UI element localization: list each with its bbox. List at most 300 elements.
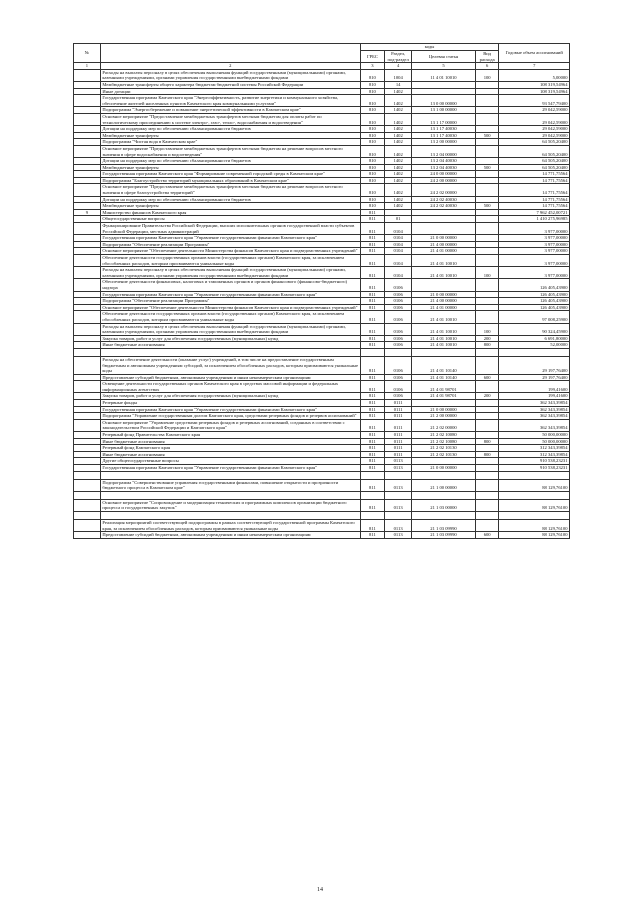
row-razdel: 0113 [385, 479, 412, 491]
table-row [74, 184, 570, 196]
spacer-cell [74, 471, 101, 479]
row-name: Государственная программа Камчатского края "Управление государственными финансами Камчатского края" [100, 465, 360, 472]
table-row [74, 171, 570, 178]
table-row [74, 107, 570, 114]
row-razdel: 0106 [385, 356, 412, 374]
row-number [74, 406, 101, 413]
row-target-item [412, 81, 476, 88]
row-name: Государственная программа Камчатского края "Формирование современной городской среды в Камчатском крае" [100, 171, 360, 178]
table-row [74, 196, 570, 203]
spacer-cell [74, 511, 101, 519]
row-name: Подпрограмма "Благоустройство территорий муниципальных образований в Камчатском крае" [100, 177, 360, 184]
row-number [74, 519, 101, 531]
row-sum: 910 538,23231 [499, 458, 570, 465]
table-row [74, 126, 570, 133]
row-expense-type [475, 445, 499, 452]
row-expense-type: 100 [475, 323, 499, 335]
row-target-item: 21 2 02 10130 [412, 451, 476, 458]
row-name: Подпрограмма "Энергосбережение и повышение энергетической эффективности в Камчатском крае" [100, 107, 360, 114]
row-razdel: 0111 [385, 432, 412, 439]
row-expense-type: 600 [475, 374, 499, 381]
row-number [74, 241, 101, 248]
row-sum: 362 343,39854 [499, 400, 570, 407]
row-target-item: 13 1 17 00000 [412, 113, 476, 125]
row-sum: 64 505,20400 [499, 164, 570, 171]
row-sum: 362 343,39854 [499, 413, 570, 420]
row-expense-type [475, 311, 499, 323]
row-sum: 3 977,00000 [499, 241, 570, 248]
row-number [74, 164, 101, 171]
table-row [74, 451, 570, 458]
row-target-item: 21 2 02 10130 [412, 445, 476, 452]
row-expense-type [475, 107, 499, 114]
row-expense-type [475, 177, 499, 184]
row-target-item [412, 88, 476, 95]
row-target-item [412, 458, 476, 465]
row-grbs: 811 [360, 393, 385, 400]
row-razdel [385, 209, 412, 216]
row-expense-type: 500 [475, 203, 499, 210]
row-expense-type: 200 [475, 335, 499, 342]
row-name: Государственная программа Камчатского края "Управление государственными финансами Камчатского края" [100, 291, 360, 298]
row-target-item: 21 2 02 10080 [412, 438, 476, 445]
row-expense-type [475, 419, 499, 431]
row-grbs: 810 [360, 107, 385, 114]
row-razdel: 0113 [385, 519, 412, 531]
row-sum: 97 008,25900 [499, 311, 570, 323]
row-sum: 126 405,43900 [499, 304, 570, 311]
row-number [74, 248, 101, 255]
row-name: Реализация мероприятий соответствующей подпрограммы в рамках соответствующей государственной программы Камчатского края, за исключением обособленных расходов, которым присваиваются уникальные коды [100, 519, 360, 531]
row-name: Функционирование Правительства Российской Федерации, высших исполнительных органов государственной власти субъектов Российской Федерации, местных администраций [100, 223, 360, 235]
row-name: Межбюджетные трансферты [100, 164, 360, 171]
row-target-item: 21 4 01 10010 [412, 335, 476, 342]
spacer-cell [499, 348, 570, 356]
row-target-item: 24 2 00 00000 [412, 177, 476, 184]
row-razdel: 0104 [385, 255, 412, 267]
table-row [74, 374, 570, 381]
table-row [74, 95, 570, 107]
row-razdel: 0104 [385, 241, 412, 248]
table-row [74, 241, 570, 248]
budget-table [73, 43, 570, 539]
table-row [74, 203, 570, 210]
row-target-item: 13 1 00 00000 [412, 107, 476, 114]
header-colnum-6: 6 [475, 63, 499, 70]
table-row [74, 145, 570, 157]
table-row-spacer [74, 348, 570, 356]
row-grbs: 811 [360, 298, 385, 305]
row-grbs: 811 [360, 381, 385, 393]
row-razdel: 1402 [385, 177, 412, 184]
row-number [74, 356, 101, 374]
row-sum: 14 771,75564 [499, 171, 570, 178]
row-razdel: 0111 [385, 400, 412, 407]
row-expense-type [475, 248, 499, 255]
row-target-item: 21 4 01 10010 [412, 267, 476, 279]
row-name: Основное мероприятие "Сопровождение и модернизация технических и программных комплексов организации бюджетного процесса и государственных закупок" [100, 499, 360, 511]
row-number [74, 298, 101, 305]
row-sum: 910 538,23231 [499, 465, 570, 472]
row-number [74, 216, 101, 223]
row-expense-type [475, 519, 499, 531]
row-number [74, 311, 101, 323]
row-expense-type [475, 196, 499, 203]
spacer-cell [499, 471, 570, 479]
row-sum: 126 405,43900 [499, 279, 570, 291]
row-sum: 5,00000 [499, 69, 570, 81]
row-target-item: 21 4 01 00000 [412, 248, 476, 255]
row-expense-type: 800 [475, 342, 499, 349]
table-row [74, 255, 570, 267]
row-expense-type: 600 [475, 532, 499, 539]
table-row [74, 406, 570, 413]
row-name: Подпрограмма "Чистая вода в Камчатском крае" [100, 139, 360, 146]
row-expense-type [475, 158, 499, 165]
row-grbs: 811 [360, 304, 385, 311]
header-sum: Годовые объем ассигнований [499, 44, 570, 63]
table-row [74, 69, 570, 81]
row-razdel: 0104 [385, 235, 412, 242]
row-grbs: 811 [360, 465, 385, 472]
row-sum: 64 505,20400 [499, 145, 570, 157]
row-number [74, 393, 101, 400]
row-grbs: 811 [360, 419, 385, 431]
table-row [74, 532, 570, 539]
row-expense-type [475, 413, 499, 420]
row-target-item: 24 2 02 40030 [412, 196, 476, 203]
row-razdel: 1402 [385, 107, 412, 114]
row-number [74, 69, 101, 81]
table-row [74, 445, 570, 452]
row-expense-type [475, 499, 499, 511]
row-name: Обеспечение деятельности финансовых, налоговых и таможенных органов и органов финансового (финансово-бюджетного) надзора [100, 279, 360, 291]
row-target-item: 21 0 00 00000 [412, 235, 476, 242]
row-razdel: 1402 [385, 139, 412, 146]
row-razdel: 0106 [385, 291, 412, 298]
table-row [74, 311, 570, 323]
row-name: Государственная программа Камчатского края "Управление государственными финансами Камчатского края" [100, 406, 360, 413]
row-name: Расходы на выплаты персоналу в целях обеспечения выполнения функций государственными (муниципальными) органами, казенными учреждениями, органами управления государственными внебюджетными фондами [100, 267, 360, 279]
table-row [74, 499, 570, 511]
spacer-cell [385, 348, 412, 356]
row-grbs: 811 [360, 445, 385, 452]
row-sum: 3 977,00000 [499, 255, 570, 267]
row-grbs: 811 [360, 209, 385, 216]
row-number [74, 304, 101, 311]
row-sum: 50 000,00000 [499, 438, 570, 445]
table-row [74, 223, 570, 235]
table-row [74, 298, 570, 305]
row-razdel: 1004 [385, 69, 412, 81]
row-grbs: 811 [360, 374, 385, 381]
row-name: Предоставление субсидий бюджетным, автономным учреждениям и иным некоммерческим организациям [100, 532, 360, 539]
row-number [74, 235, 101, 242]
row-target-item: 21 4 00 00000 [412, 298, 476, 305]
row-number [74, 291, 101, 298]
header-colnum-4: 4 [385, 63, 412, 70]
row-target-item: 13 2 00 00000 [412, 139, 476, 146]
row-sum: 126 405,43900 [499, 298, 570, 305]
row-name: Основное мероприятие "Предоставление межбюджетных трансфертов местным бюджетам для оплаты работ по технологическому присоединению к системе электро-, газо-, тепло-, водоснабжения и водоотведения" [100, 113, 360, 125]
row-number [74, 400, 101, 407]
header-colnum-7: 7 [499, 63, 570, 70]
spacer-cell [100, 511, 360, 519]
row-sum: 14 771,75564 [499, 196, 570, 203]
spacer-cell [499, 491, 570, 499]
row-target-item: 24 2 02 40030 [412, 203, 476, 210]
row-name: Государственная программа Камчатского края "Энергоэффективность, развитие энергетики и коммунального хозяйства, обеспечение жителей населенных пунктов Камчатского края коммунальными услугами" [100, 95, 360, 107]
table-row [74, 400, 570, 407]
row-grbs: 811 [360, 432, 385, 439]
spacer-cell [385, 471, 412, 479]
table-row-spacer [74, 471, 570, 479]
row-grbs: 811 [360, 499, 385, 511]
row-sum: 199,41600 [499, 381, 570, 393]
table-row [74, 323, 570, 335]
row-number [74, 342, 101, 349]
row-target-item: 21 4 01 10140 [412, 356, 476, 374]
row-razdel: 1402 [385, 196, 412, 203]
row-target-item: 21 4 00 00000 [412, 241, 476, 248]
row-grbs: 811 [360, 356, 385, 374]
row-target-item: 21 1 03 00000 [412, 499, 476, 511]
row-sum: 50 000,00000 [499, 432, 570, 439]
row-name: Другие общегосударственные вопросы [100, 458, 360, 465]
row-target-item: 13 0 00 00000 [412, 95, 476, 107]
row-number [74, 223, 101, 235]
header-name [100, 44, 360, 63]
row-sum: 52,00000 [499, 342, 570, 349]
spacer-cell [385, 491, 412, 499]
row-grbs: 810 [360, 164, 385, 171]
row-sum: 3 977,00000 [499, 223, 570, 235]
row-number [74, 465, 101, 472]
table-row [74, 158, 570, 165]
row-name: Основное мероприятие "Обеспечение деятельности Министерства финансов Камчатского края и подведомственных учреждений" [100, 304, 360, 311]
row-grbs: 811 [360, 479, 385, 491]
table-row [74, 216, 570, 223]
table-row [74, 267, 570, 279]
spacer-cell [74, 491, 101, 499]
row-razdel: 0111 [385, 413, 412, 420]
row-expense-type [475, 356, 499, 374]
table-row [74, 304, 570, 311]
table-row [74, 413, 570, 420]
spacer-cell [475, 348, 499, 356]
table-row [74, 519, 570, 531]
row-target-item: 13 1 17 40030 [412, 132, 476, 139]
row-grbs: 811 [360, 451, 385, 458]
row-name: Расходы на обеспечение деятельности (оказание услуг) учреждений, в том числе на предоставление государственным бюджетным и автономным учреждениям субсидий, за исключением обособленных расходов, которым присваиваются уникальные коды [102, 356, 359, 374]
row-expense-type [475, 304, 499, 311]
row-number [74, 479, 101, 491]
row-name: Дотации на поддержку мер по обеспечению сбалансированности бюджетов [100, 196, 360, 203]
row-name: Основное мероприятие "Управление средствами резервных фондов и резервных ассигнований, созданных в соответствии с законодательством Российской Федерации и Камчатского края" [100, 419, 360, 431]
row-name: Иные бюджетные ассигнования [100, 438, 360, 445]
row-number [74, 432, 101, 439]
table-row [74, 458, 570, 465]
row-expense-type [475, 113, 499, 125]
row-grbs: 810 [360, 184, 385, 196]
row-expense-type [475, 291, 499, 298]
row-number [74, 203, 101, 210]
header-colnum-5: 5 [412, 63, 476, 70]
row-sum: 29 042,59000 [499, 126, 570, 133]
row-razdel: 1402 [385, 145, 412, 157]
header-number: № [74, 44, 101, 63]
table-row [74, 393, 570, 400]
row-number [74, 532, 101, 539]
row-number [74, 413, 101, 420]
row-number [74, 499, 101, 511]
spacer-cell [412, 491, 476, 499]
spacer-cell [360, 511, 385, 519]
row-name: Освещение деятельности государственных органов Камчатского края в средствах массовой информации и федеральных информационных агентствах [100, 381, 360, 393]
row-razdel: 0111 [385, 445, 412, 452]
table-header [74, 44, 570, 70]
row-expense-type [475, 465, 499, 472]
table-row [74, 177, 570, 184]
table-row [74, 248, 570, 255]
row-target-item: 13 1 17 40030 [412, 126, 476, 133]
row-grbs: 810 [360, 203, 385, 210]
table-row [74, 335, 570, 342]
row-number [74, 451, 101, 458]
row-name: Расходы на выплаты персоналу в целях обеспечения выполнения функций государственными (муниципальными) органами, казенными учреждениями, органами управления государственными внебюджетными фондами [100, 323, 360, 335]
table-row [74, 381, 570, 393]
row-grbs: 811 [360, 267, 385, 279]
spacer-cell [412, 471, 476, 479]
row-name: Резервный фонд Камчатского края [100, 445, 360, 452]
row-razdel: 01 [385, 216, 412, 223]
row-sum: 93 547,79400 [499, 95, 570, 107]
row-grbs: 811 [360, 248, 385, 255]
row-grbs: 811 [360, 406, 385, 413]
row-target-item: 21 0 00 00000 [412, 291, 476, 298]
row-name: Подпрограмма "Управление государственным долгом Камчатского края, средствами резервных фондов и резервов ассигнований" [100, 413, 360, 420]
row-expense-type: 100 [475, 69, 499, 81]
row-expense-type [475, 279, 499, 291]
row-sum: 88 129,76100 [499, 499, 570, 511]
row-grbs: 810 [360, 139, 385, 146]
row-sum: 6 691,80000 [499, 335, 570, 342]
row-name: Предоставление субсидий бюджетным, автономным учреждениям и иным некоммерческим организациям [100, 374, 360, 381]
row-razdel: 0104 [385, 223, 412, 235]
row-sum: 88 129,76100 [499, 479, 570, 491]
row-razdel: 0111 [385, 406, 412, 413]
row-razdel: 0106 [385, 279, 412, 291]
row-sum: 29 042,59000 [499, 113, 570, 125]
row-target-item: 21 4 01 98701 [412, 393, 476, 400]
row-expense-type [475, 209, 499, 216]
row-name: Обеспечение деятельности государственных органов власти (государственных органов) Камчатского края, за исключением обособленных расходов, которым присваиваются уникальные коды [100, 255, 360, 267]
table-row [74, 438, 570, 445]
row-grbs: 811 [360, 255, 385, 267]
row-number [74, 458, 101, 465]
table-row [74, 88, 570, 95]
row-razdel: 0106 [385, 323, 412, 335]
spacer-cell [412, 511, 476, 519]
row-grbs: 811 [360, 241, 385, 248]
row-expense-type [475, 223, 499, 235]
row-razdel: 0106 [385, 342, 412, 349]
row-target-item: 21 0 00 00000 [412, 406, 476, 413]
row-number [74, 267, 101, 279]
row-target-item [412, 216, 476, 223]
table-row [74, 356, 570, 374]
table-row [74, 465, 570, 472]
row-razdel: 1402 [385, 132, 412, 139]
table-body [74, 69, 570, 538]
row-razdel: 1402 [385, 158, 412, 165]
row-grbs: 811 [360, 335, 385, 342]
header-codes-group: коды [360, 44, 499, 51]
row-expense-type: 200 [475, 393, 499, 400]
row-name: Подпрограмма "Обеспечение реализации Программы" [100, 298, 360, 305]
row-razdel: 1402 [385, 113, 412, 125]
row-expense-type [475, 145, 499, 157]
row-name: Основное мероприятие "Предоставление межбюджетных трансфертов местным бюджетам на решение вопросов местного значения в сфере благоустройства территорий" [100, 184, 360, 196]
page-number: 14 [317, 887, 323, 893]
row-grbs: 810 [360, 177, 385, 184]
row-number [74, 279, 101, 291]
row-number [74, 145, 101, 157]
row-target-item: 21 4 01 10010 [412, 255, 476, 267]
row-expense-type [475, 88, 499, 95]
row-expense-type [475, 184, 499, 196]
row-grbs: 811 [360, 532, 385, 539]
row-sum: 1 410 275,96985 [499, 216, 570, 223]
row-grbs: 810 [360, 158, 385, 165]
row-expense-type [475, 400, 499, 407]
row-number [74, 381, 101, 393]
row-target-item [412, 223, 476, 235]
row-grbs: 810 [360, 196, 385, 203]
row-grbs: 811 [360, 519, 385, 531]
row-number [74, 419, 101, 431]
row-razdel: 0106 [385, 335, 412, 342]
row-name: Дотации на поддержку мер по обеспечению сбалансированности бюджетов [100, 158, 360, 165]
spacer-cell [412, 348, 476, 356]
header-razdel: Раздел, под-раздел [385, 51, 412, 63]
row-expense-type [475, 216, 499, 223]
row-sum: 108 319,54964 [499, 88, 570, 95]
spacer-cell [100, 491, 360, 499]
row-number [74, 374, 101, 381]
row-grbs: 811 [360, 235, 385, 242]
row-name: Закупка товаров, работ и услуг для обеспечения государственных (муниципальных) нужд [100, 335, 360, 342]
spacer-cell [475, 511, 499, 519]
row-grbs: 810 [360, 126, 385, 133]
row-target-item: 13 2 04 40030 [412, 158, 476, 165]
table-row [74, 432, 570, 439]
row-expense-type [475, 298, 499, 305]
row-razdel: 0106 [385, 381, 412, 393]
row-number [74, 177, 101, 184]
row-name: Основное мероприятие "Обеспечение деятельности Министерства финансов Камчатского края и подведомственных учреждений" [100, 248, 360, 255]
spacer-cell [385, 511, 412, 519]
row-grbs: 811 [360, 223, 385, 235]
row-grbs: 811 [360, 458, 385, 465]
row-razdel: 0113 [385, 532, 412, 539]
row-grbs: 811 [360, 323, 385, 335]
row-grbs: 810 [360, 95, 385, 107]
row-grbs: 811 [360, 438, 385, 445]
row-sum: 88 129,76100 [499, 532, 570, 539]
row-number [74, 132, 101, 139]
row-razdel: 1402 [385, 184, 412, 196]
